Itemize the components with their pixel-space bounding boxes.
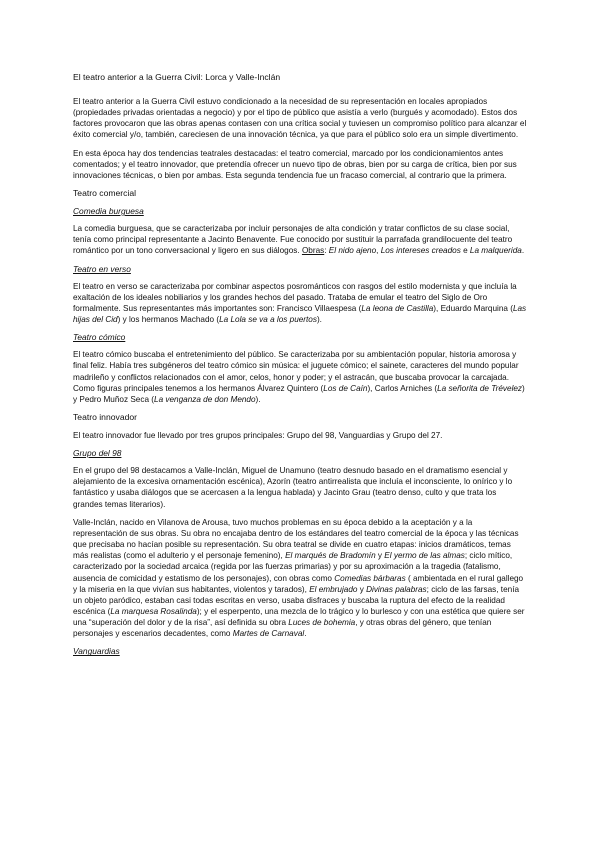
paragraph-valle-inclan: Valle-Inclán, nacido en Vilanova de Arousa, tuvo muchos problemas en su época debido a la aceptación y a la representación de sus obras. Su obra no encajaba dentro de los estándares del teatro comercial de la época y las técnicas que precisaba no hacían posible su representación. Su obra teatral se divide en cuatro etapas: inicios dramáticos, temas más realistas (como el adulterio y el personaje femenino), El marqués de Bradomín y El yermo de las almas; ciclo mítico, caracterizado por la sociedad arcaica (regida por las fuerzas primarias) y por su aproximación a la tragedia (fatalismo, ausencia de comicidad y estatismo de los personajes), con obras como Comedias bárbaras ( ambientada en el rural gallego y la miseria en la que vivían sus habitantes, violentos y tarados), El embrujado y Divinas palabras; ciclo de las farsas, tenía un objeto paródico, estaban casi todas escritas en verso, usaba disfraces y buscaba la ruptura del efecto de la realidad escénica (La marquesa Rosalinda); y el esperpento, una mezcla de lo trágico y lo burlesco y con una estética que quiere ser una “superación del dolor y de la risa”, así definida su obra Luces de bohemia, y otras obras del género, que tenían personajes y escenarios decadentes, como Martes de Carnaval. (73, 517, 525, 639)
paragraph-grupo-98: En el grupo del 98 destacamos a Valle-Inclán, Miguel de Unamuno (teatro desnudo basado en el dramatismo esencial y alejamiento de la excesiva ornamentación escénica), Azorín (teatro antirrealista que incluía el inconsciente, lo onírico y lo fantástico y usaba diálogos que se acercasen a la lengua hablada) y Jacinto Grau (teatro denso, culto y que trata los grandes temas literarios). (73, 466, 513, 509)
subheading-teatro-comico: Teatro cómico (73, 332, 126, 343)
paragraph-teatro-verso: El teatro en verso se caracterizaba por combinar aspectos posrománticos con rasgos del estilo modernista y que incluía la exaltación de los ideales nobiliarios y los grandes hechos del pasado. Trataba de emular el teatro del Siglo de Oro formalmente. Sus representantes más importantes son: Francisco Villaespesa (La leona de Castilla), Eduardo Marquina (Las hijas del Cid) y los hermanos Machado (La Lola se va a los puertos). (73, 281, 527, 325)
section-heading-innovador: Teatro innovador (73, 411, 138, 422)
subheading-comedia-burguesa: Comedia burguesa (73, 206, 144, 217)
intro-paragraph-2: En esta época hay dos tendencias teatrales destacadas: el teatro comercial, marcado por los condicionamientos antes comentados; y el teatro innovador, que pretendía ofrecer un nuevo tipo de obras, bien por su carga de crítica, bien por sus innovaciones técnicas, o bien por ambas. Esta segunda tendencia fue un fracaso comercial, al contrario que la primera. (73, 148, 517, 180)
document-page (73, 72, 528, 663)
intro-paragraph-1: El teatro anterior a la Guerra Civil estuvo condicionado a la necesidad de su representación en locales apropiados (propiedades privadas orientadas a negocio) y por el tipo de público que asistía a verlo (burgués y acomodado). Estos dos factores provocaron que las obras apenas contasen con una crítica social y tuviesen un compromiso político para alcanzar el éxito comercial y/o, también, careciesen de una innovación técnica, ya que para el público solo era un simple divertimento. (73, 97, 527, 140)
paragraph-innovador-intro: El teatro innovador fue llevado por tres grupos principales: Grupo del 98, Vanguardias y Grupo del 27. (73, 430, 443, 440)
subheading-teatro-verso: Teatro en verso (73, 263, 131, 274)
paragraph-comedia-burguesa: La comedia burguesa, que se caracterizaba por incluir personajes de alta condición y tratar conflictos de su clase social, tenía como principal representante a Jacinto Benavente. Fue conocido por sustituir la parrafada grandilocuente del teatro romántico por un tono conversacional y ligero en sus diálogos. Obras: El nido ajeno, Los intereses creados e La malquerida. (73, 224, 525, 256)
paragraph-teatro-comico: El teatro cómico buscaba el entretenimiento del público. Se caracterizaba por su ambientación popular, historia amorosa y final feliz. Había tres subgéneros del teatro cómico sin música: el juguete cómico; el sainete, caracteres del mundo popular madrileño y conflictos relacionados con el amor, celos, honor y poder; y el astracán, que buscaba provocar la carcajada. Como figuras principales tenemos a los hermanos Álvarez Quintero (Los de Caín), Carlos Arniches (La señorita de Trévelez) y Pedro Muñoz Seca (La venganza de don Mendo). (73, 350, 525, 404)
section-heading-comercial: Teatro comercial (73, 188, 137, 199)
subheading-vanguardias: Vanguardias (73, 646, 120, 657)
document-title: El teatro anterior a la Guerra Civil: Lorca y Valle-Inclán (73, 72, 281, 82)
subheading-grupo-98: Grupo del 98 (73, 448, 122, 459)
